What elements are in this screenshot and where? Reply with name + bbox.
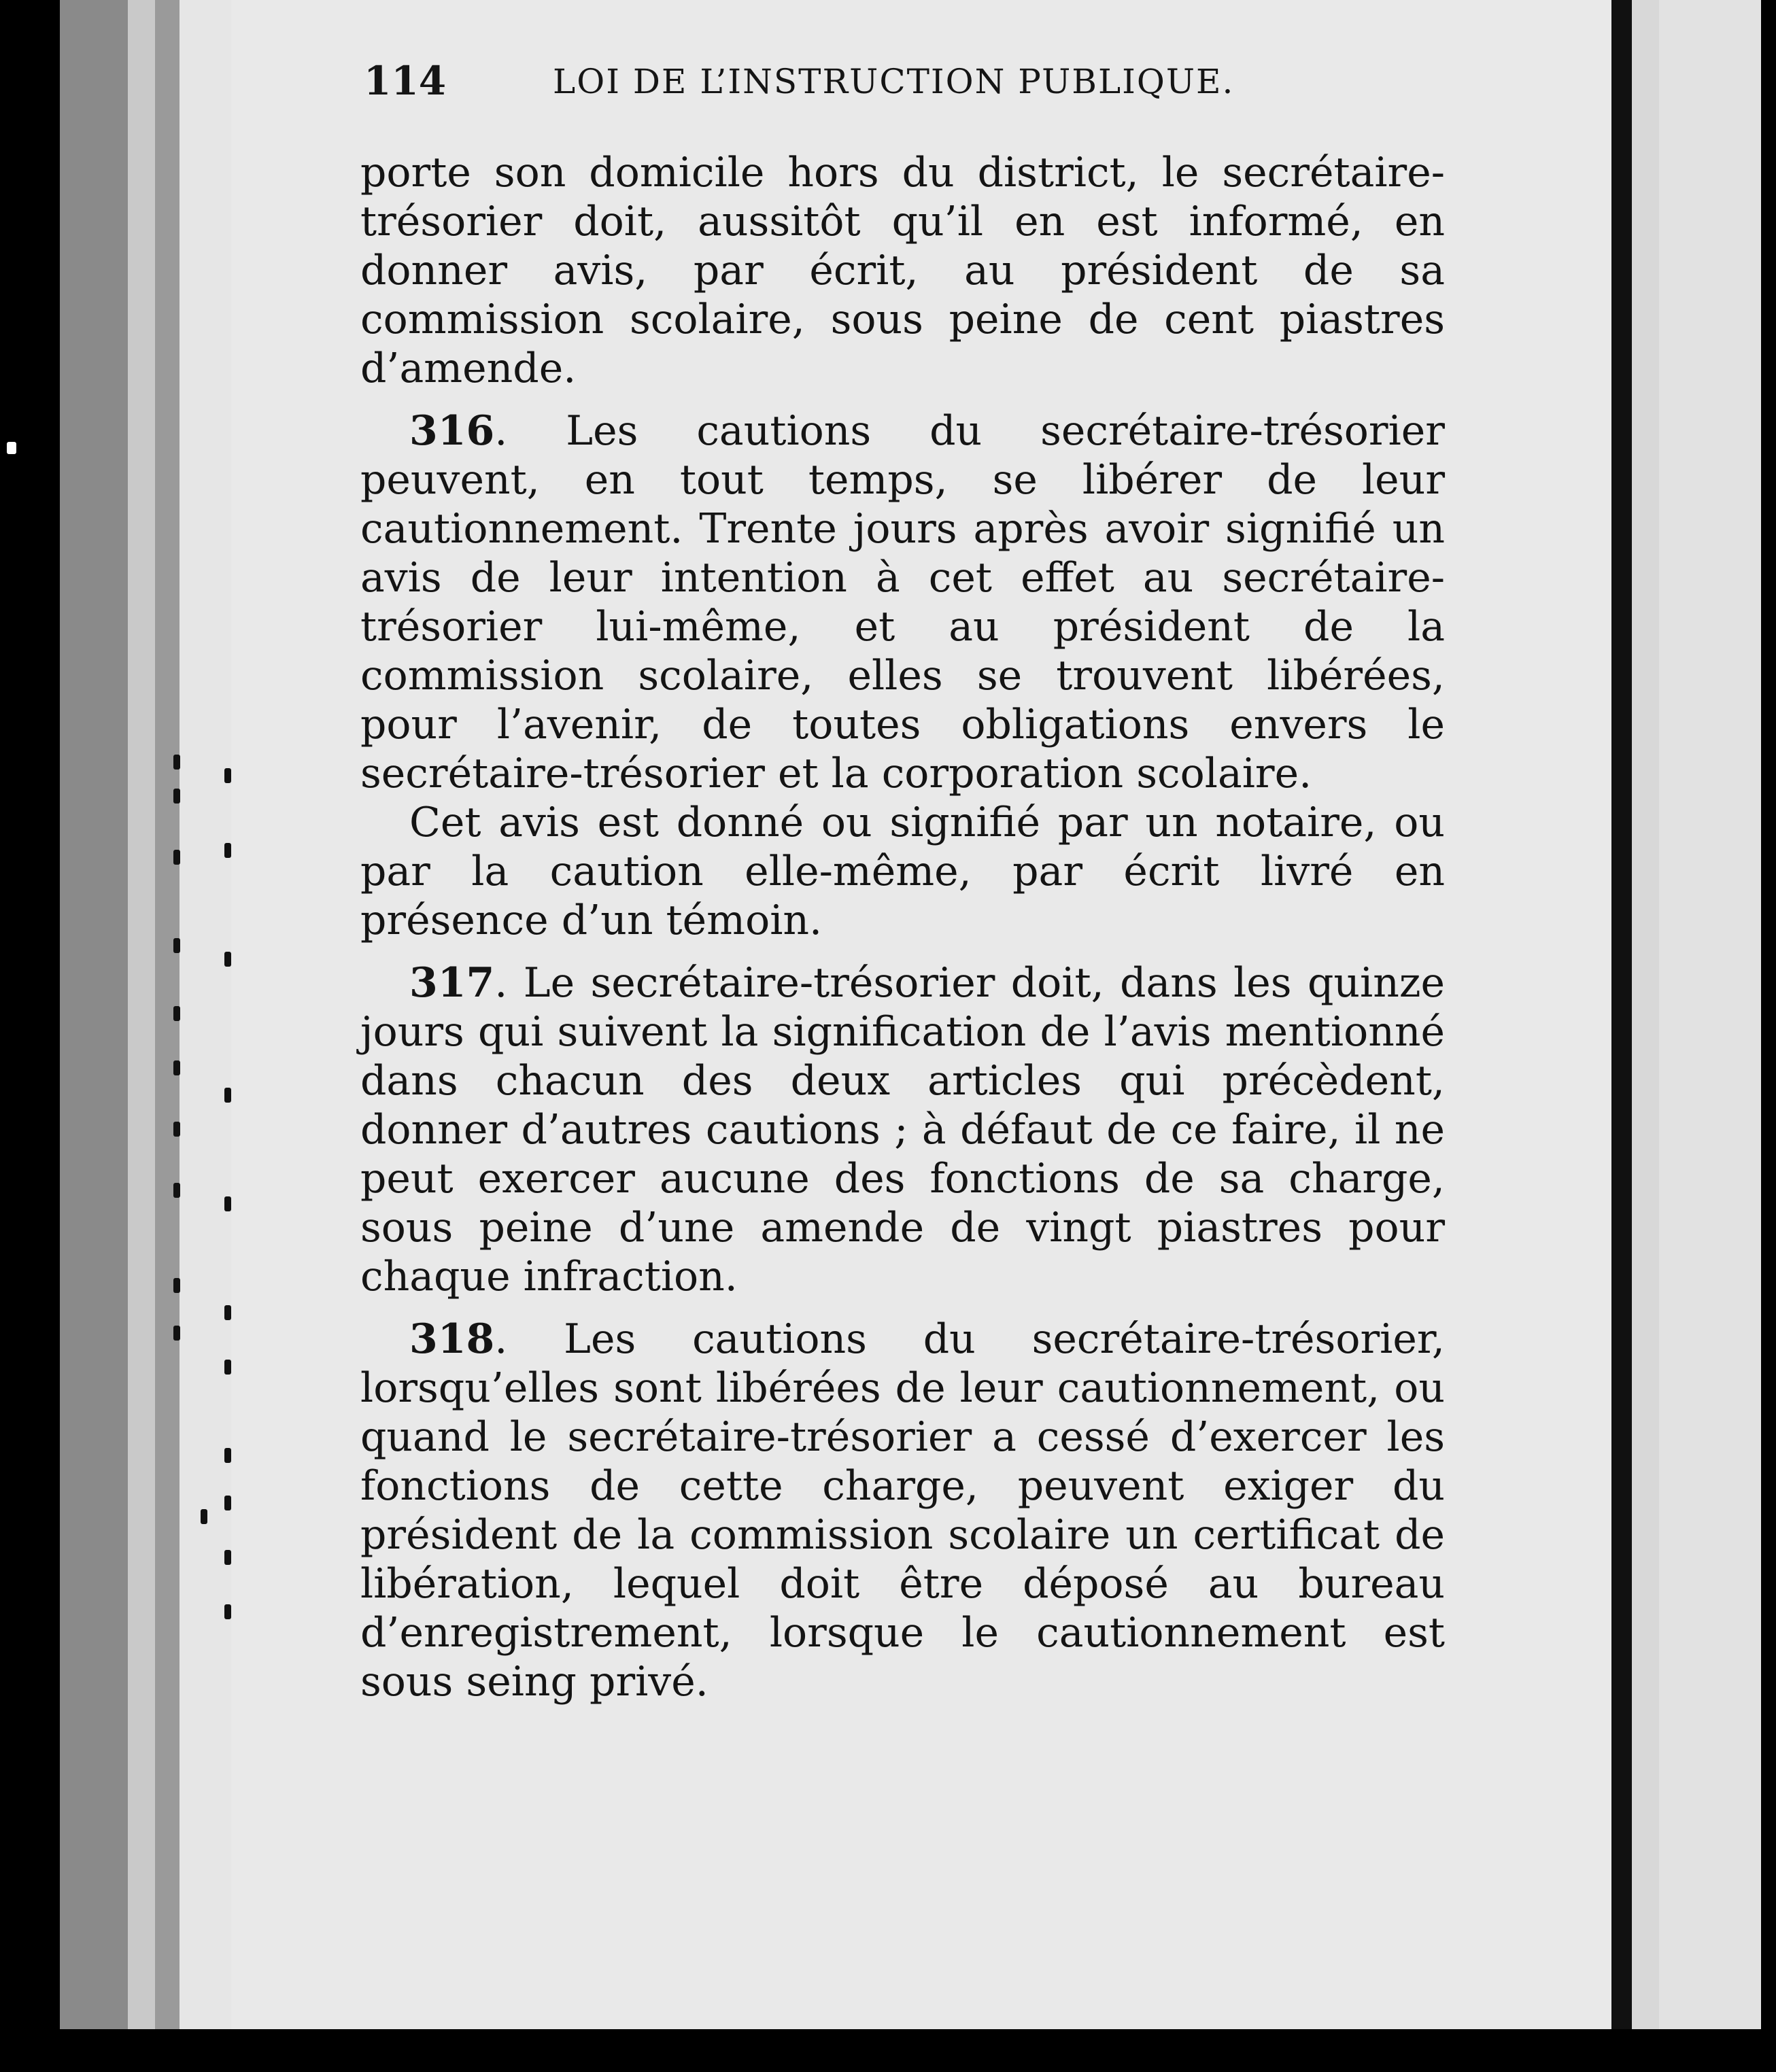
ink-speck [224, 843, 231, 858]
ink-speck [173, 789, 180, 804]
article-text: . Les cautions du secrétaire-trésorier peuvent, en tout temps, se libérer de leur cautionnement. Trente jours après avoir signifié un avis de leur intention à cet effet au secrétaire-trésorier lui-même, et au président de la commission scolaire, elles se trouvent libérées, pour l’avenir, de toutes obligations envers le secrétaire-trésorier et la corporation scolaire. [360, 407, 1445, 797]
ink-speck [224, 768, 231, 783]
ink-speck [173, 755, 180, 770]
ink-speck [173, 1183, 180, 1198]
article-number: 318 [409, 1315, 495, 1363]
ink-speck [173, 850, 180, 865]
scan-border-right [1761, 0, 1776, 2072]
running-title: LOI DE L’INSTRUCTION PUBLIQUE. [553, 62, 1235, 101]
gutter-shadow [1611, 0, 1632, 2072]
ink-speck [173, 1278, 180, 1293]
ink-speck [224, 952, 231, 967]
ink-speck [224, 1550, 231, 1565]
book-edge-strip [60, 0, 128, 2039]
article-316-paragraph-2: Cet avis est donné ou signifié par un notaire, ou par la caution elle-même, par écrit livré en présence d’un témoin. [360, 799, 1445, 944]
scan-border-left [0, 0, 60, 2072]
ink-speck [7, 442, 16, 454]
article-text: . Les cautions du secrétaire-trésorier, lorsqu’elles sont libérées de leur cautionnement, ou quand le secrétaire-trésorier a cessé d’exercer les fonctions de cette charge, peuvent exiger du président de la commission scolaire un certificat de libération, lequel doit être déposé au bureau d’enregistrement, lorsque le cautionnement est sous seing privé. [360, 1315, 1445, 1706]
article-316 [360, 407, 1445, 798]
ink-speck [224, 1088, 231, 1103]
article-317 [360, 959, 1445, 1301]
ink-speck [173, 1326, 180, 1341]
article-318 [360, 1315, 1445, 1706]
ink-speck [173, 938, 180, 953]
article-number: 317 [409, 959, 495, 1007]
ink-speck [224, 1305, 231, 1320]
ink-speck [173, 1122, 180, 1137]
article-number: 316 [409, 407, 495, 455]
page-number: 114 [364, 58, 447, 104]
running-header [364, 58, 1452, 112]
ink-speck [173, 1006, 180, 1021]
facing-page-edge [1659, 0, 1761, 2039]
ink-speck [224, 1360, 231, 1375]
ink-speck [201, 1509, 207, 1524]
body-text [360, 148, 1445, 1706]
ink-speck [224, 1448, 231, 1463]
continued-paragraph: porte son domicile hors du district, le secrétaire-trésorier doit, aussitôt qu’il en est informé, en donner avis, par écrit, au président de sa commission scolaire, sous peine de cent piastres d’amende. [360, 149, 1445, 392]
scan-border-bottom [0, 2029, 1776, 2072]
ink-speck [224, 1496, 231, 1510]
ink-speck [173, 1060, 180, 1075]
book-edge-strip [128, 0, 155, 2039]
article-text: . Le secrétaire-trésorier doit, dans les quinze jours qui suivent la signification de l’avis mentionné dans chacun des deux articles qui précèdent, donner d’autres cautions ; à défaut de ce faire, il ne peut exercer aucune des fonctions de sa charge, sous peine d’une amende de vingt piastres pour chaque infraction. [360, 959, 1445, 1300]
book-edge-strip [180, 0, 231, 2039]
ink-speck [224, 1604, 231, 1619]
ink-speck [224, 1196, 231, 1211]
